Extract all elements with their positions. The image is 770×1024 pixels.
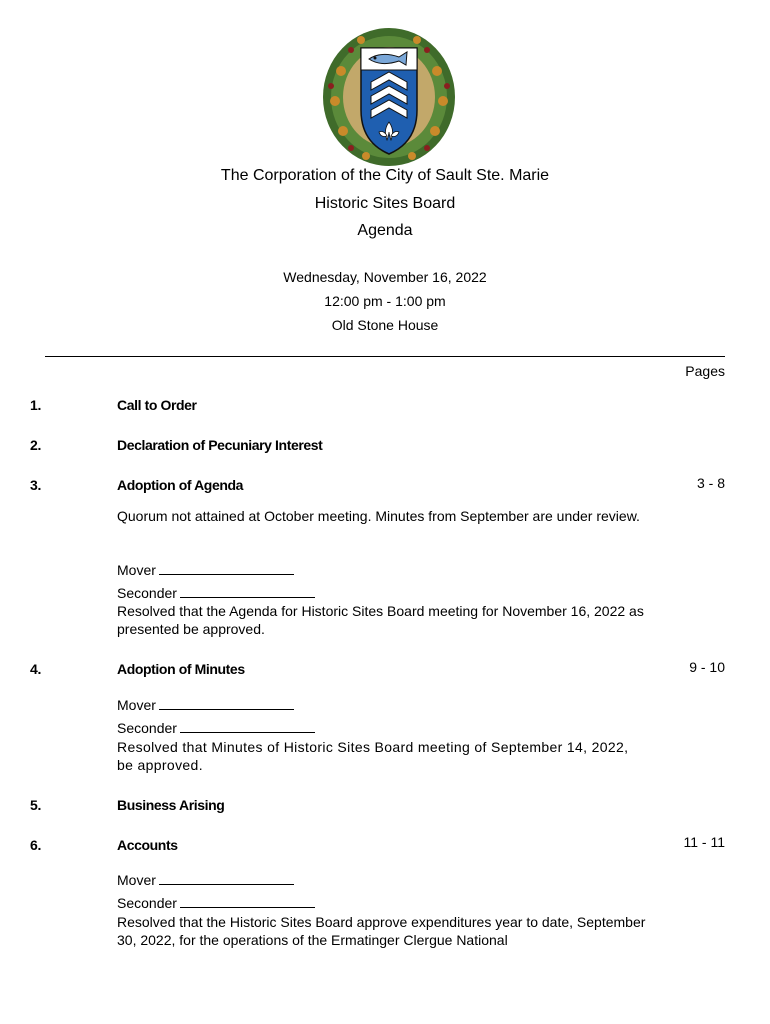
agenda-item-pages: 9 - 10 bbox=[689, 659, 725, 675]
agenda-item-title: Adoption of Agenda bbox=[117, 477, 244, 493]
mover-line bbox=[117, 696, 294, 714]
seconder-label: Seconder bbox=[117, 720, 177, 736]
agenda-item-number: 3. bbox=[30, 477, 42, 493]
agenda-item-resolution: Resolved that Minutes of Historic Sites Board meeting of September 14, 2022, be approved. bbox=[117, 739, 629, 773]
seconder-blank bbox=[180, 894, 315, 908]
agenda-item-title: Business Arising bbox=[117, 797, 225, 813]
mover-line bbox=[117, 561, 294, 579]
agenda-item-title: Accounts bbox=[117, 837, 178, 853]
pages-column-label: Pages bbox=[685, 363, 725, 379]
meeting-time: 12:00 pm - 1:00 pm bbox=[324, 293, 446, 309]
org-title: The Corporation of the City of Sault Ste. Marie bbox=[220, 167, 550, 184]
document-type: Agenda bbox=[357, 222, 413, 239]
seconder-label: Seconder bbox=[117, 585, 177, 601]
agenda-item-title: Declaration of Pecuniary Interest bbox=[117, 437, 323, 453]
agenda-item-number: 4. bbox=[30, 661, 42, 677]
mover-blank bbox=[159, 871, 294, 885]
seconder-line bbox=[117, 584, 315, 602]
agenda-item-number: 6. bbox=[30, 837, 42, 853]
mover-label: Mover bbox=[117, 872, 156, 888]
agenda-item-number: 1. bbox=[30, 397, 42, 413]
agenda-item-resolution: Resolved that the Historic Sites Board approve expenditures year to date, September 30, 2022, for the operations of the Ermatinger Clergue National bbox=[117, 914, 646, 948]
meeting-location: Old Stone House bbox=[331, 317, 439, 333]
agenda-item-title: Call to Order bbox=[117, 397, 197, 413]
mover-label: Mover bbox=[117, 562, 156, 578]
agenda-item-pages: 3 - 8 bbox=[696, 475, 725, 491]
meeting-date: Wednesday, November 16, 2022 bbox=[283, 269, 487, 285]
seconder-label: Seconder bbox=[117, 895, 177, 911]
mover-blank bbox=[159, 561, 294, 575]
agenda-item-title: Adoption of Minutes bbox=[117, 661, 245, 677]
mover-blank bbox=[159, 696, 294, 710]
header-divider bbox=[45, 356, 725, 357]
agenda-item-number: 5. bbox=[30, 797, 42, 813]
mover-label: Mover bbox=[117, 697, 156, 713]
agenda-item-note: Quorum not attained at October meeting. Minutes from September are under review. bbox=[117, 508, 640, 524]
seconder-blank bbox=[180, 584, 315, 598]
board-name: Historic Sites Board bbox=[314, 195, 456, 212]
seconder-line bbox=[117, 719, 315, 737]
agenda-item-number: 2. bbox=[30, 437, 42, 453]
seconder-line bbox=[117, 894, 315, 912]
agenda-item-resolution: Resolved that the Agenda for Historic Sites Board meeting for November 16, 2022 as presented be approved. bbox=[117, 603, 644, 637]
city-crest-logo bbox=[321, 26, 457, 168]
agenda-item-pages: 11 - 11 bbox=[683, 834, 725, 850]
mover-line bbox=[117, 871, 294, 889]
seconder-blank bbox=[180, 719, 315, 733]
